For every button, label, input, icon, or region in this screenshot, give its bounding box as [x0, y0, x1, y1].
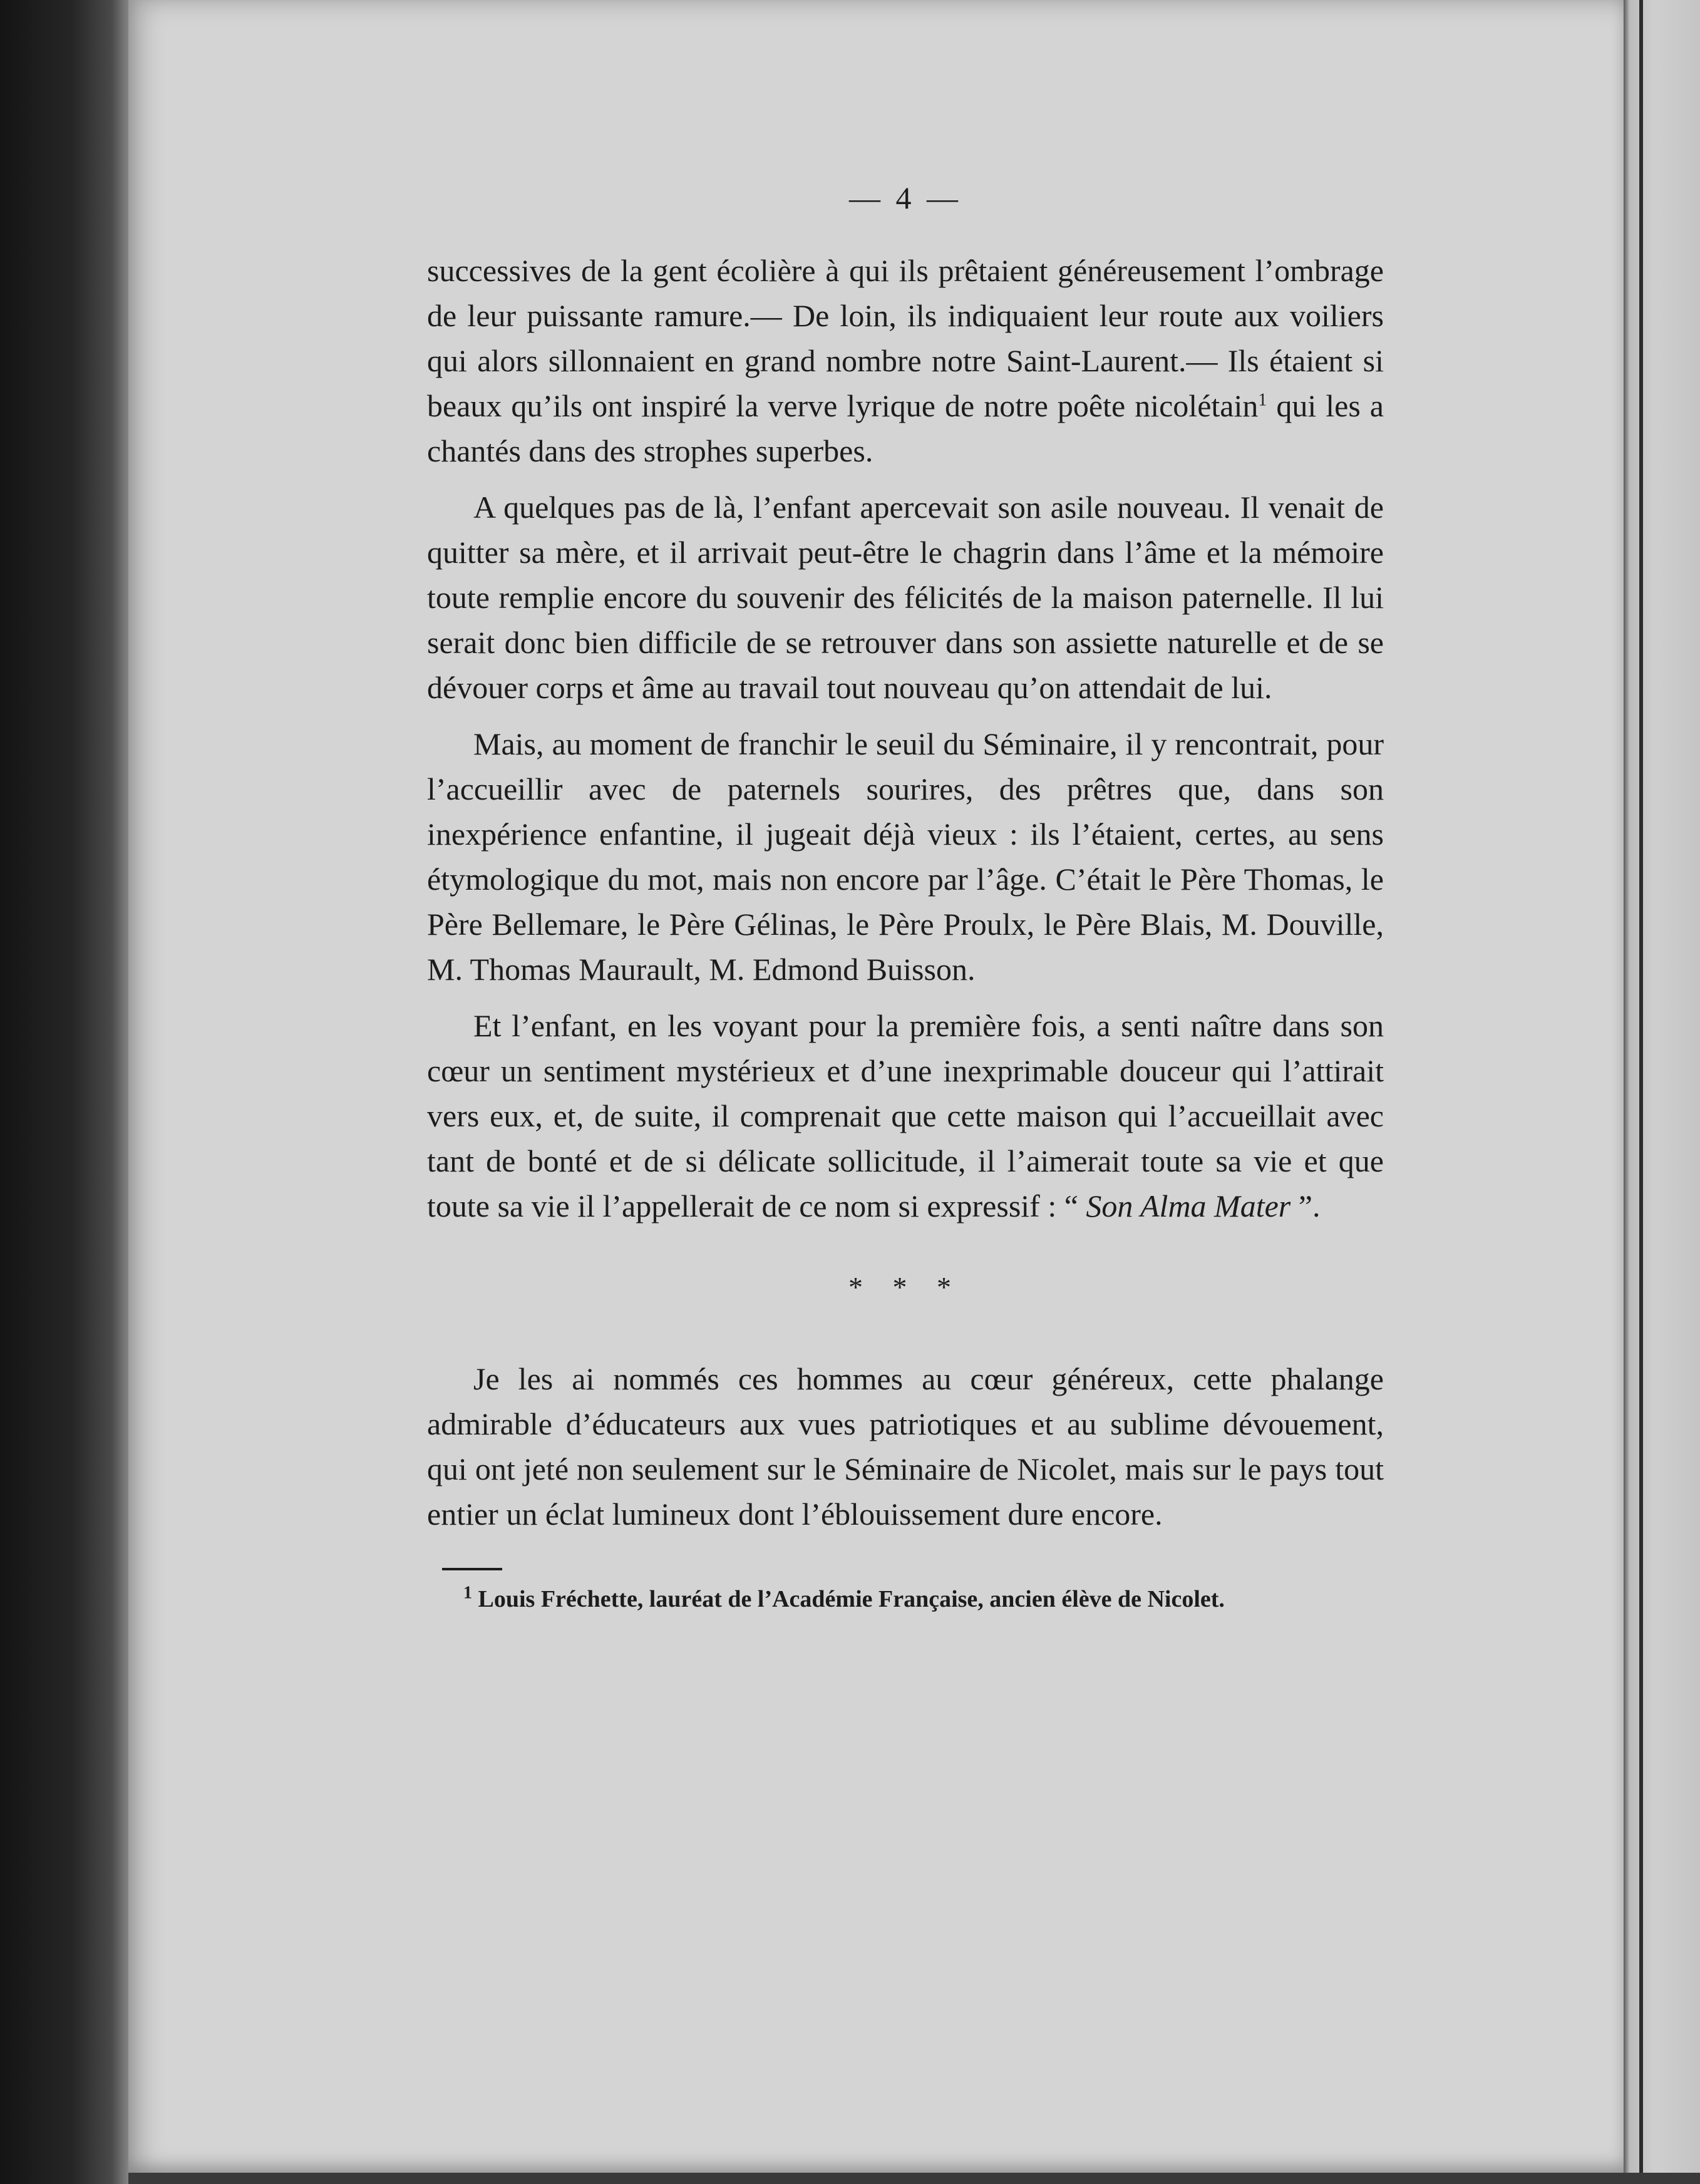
- page-number: — 4 —: [849, 180, 962, 215]
- footnote: [427, 1583, 1384, 1615]
- page-right-edge: [1624, 0, 1700, 2184]
- paragraph-1-text: successives de la gent écolière à qui ils prêtaient généreusement l’ombrage de leur puissante ramure.— De loin, ils indiquaient leur route aux voiliers qui alors sillonnaient en grand nombre notre Saint-Laurent.— Ils étaient si beaux qu’ils ont inspiré la verve lyrique de notre poête nicolétain: [427, 253, 1384, 423]
- paragraph-4: [427, 1003, 1384, 1228]
- footnote-text: Louis Fréchette, lauréat de l’Académie Française, ancien élève de Nicolet.: [472, 1586, 1225, 1612]
- page-bottom-shadow: [128, 2173, 1700, 2184]
- page-edge-line: [1639, 0, 1643, 2184]
- footnote-marker: 1: [463, 1583, 472, 1603]
- closing-paragraph: Je les ai nommés ces hommes au cœur généreux, cette phalange admirable d’éducateurs aux vues patriotiques et au sublime dévouement, qui ont jeté non seulement sur le Séminaire de Nicolet, mais sur le pays tout entier un éclat lumineux dont l’éblouissement dure encore.: [427, 1361, 1384, 1532]
- paragraph-1-text-end: qui les a chantés dans des strophes superbes.: [427, 388, 1384, 468]
- paragraph-1: [427, 248, 1384, 473]
- footnote-divider: [442, 1568, 502, 1570]
- paragraph-2: A quelques pas de là, l’enfant apercevait son asile nouveau. Il venait de quitter sa mère, et il arrivait peut-être le chagrin dans l’âme et la mémoire toute remplie encore du souvenir des félicités de la maison paternelle. Il lui serait donc bien difficile de se retrouver dans son assiette naturelle et de se dévouer corps et âme au travail tout nouveau qu’on attendait de lui.: [427, 490, 1384, 705]
- paragraph-4-text-end: ”.: [1290, 1188, 1321, 1223]
- section-separator: * * *: [848, 1271, 962, 1303]
- book-binding-shadow: [0, 0, 131, 2184]
- paragraph-3: Mais, au moment de franchir le seuil du Séminaire, il y rencontrait, pour l’accueillir avec de paternels sourires, des prêtres que, dans son inexpérience enfantine, il jugeait déjà vieux : ils l’étaient, certes, au sens étymologique du mot, mais non encore par l’âge. C’était le Père Thomas, le Père Bellemare, le Père Gélinas, le Père Proulx, le Père Blais, M. Douville, M. Thomas Maurault, M. Edmond Buisson.: [427, 726, 1384, 987]
- alma-mater-quote: Son Alma Mater: [1086, 1188, 1291, 1223]
- paragraph-4-text: Et l’enfant, en les voyant pour la première fois, a senti naître dans son cœur un sentiment mystérieux et d’une inexprimable douceur qui l’attirait vers eux, et, de suite, il comprenait que cette maison qui l’accueillait avec tant de bonté et de si délicate sollicitude, il l’aimerait toute sa vie et que toute sa vie il l’appellerait de ce nom si expressif : “: [427, 1008, 1384, 1223]
- footnote-reference: 1: [1258, 390, 1267, 410]
- page-text-block: [427, 175, 1384, 1615]
